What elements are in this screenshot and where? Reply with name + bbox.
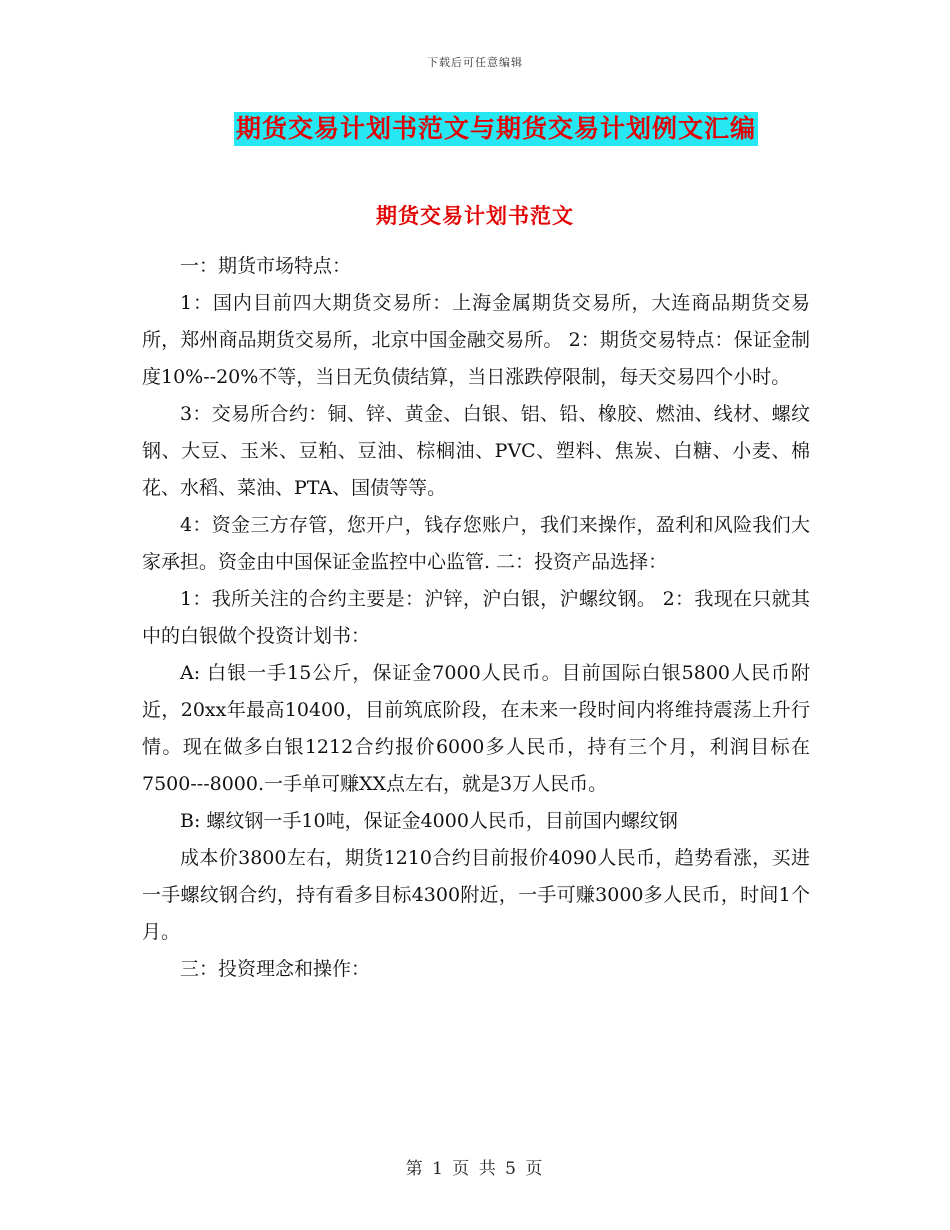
paragraph-3: 3：交易所合约：铜、锌、黄金、白银、铝、铅、橡胶、燃油、线材、螺纹钢、大豆、玉米、豆粕、豆油、棕榈油、PVC、塑料、焦炭、白糖、小麦、棉花、水稻、菜油、PTA、国债等等。 xyxy=(142,403,810,499)
document-title: 期货交易计划书范文与期货交易计划例文汇编 xyxy=(234,112,758,146)
paragraph-4: 4：资金三方存管，您开户，钱存您账户，我们来操作，盈利和风险我们大家承担。资金由中国保证金监控中心监管. 二：投资产品选择： xyxy=(142,514,810,573)
document-title-wrapper xyxy=(0,112,950,146)
page-number-footer: 第 1 页 共 5 页 xyxy=(405,1159,545,1179)
paragraph-6: A: 白银一手15公斤，保证金7000人民币。目前国际白银5800人民币附近，20xx年最高10400，目前筑底阶段，在未来一段时间内将维持震荡上升行情。现在做多白银1212合约报价6000多人民币，持有三个月，利润目标在7500---8000.一手单可赚XX点左右，就是3万人民币。 xyxy=(142,662,810,795)
paragraph-5: 1：我所关注的合约主要是：沪锌，沪白银，沪螺纹钢。 2：我现在只就其中的白银做个投资计划书： xyxy=(142,588,810,647)
document-body xyxy=(142,248,810,988)
section-title: 期货交易计划书范文 xyxy=(376,204,574,228)
paragraph-9: 三：投资理念和操作： xyxy=(180,958,371,980)
paragraph-2: 1：国内目前四大期货交易所：上海金属期货交易所，大连商品期货交易所，郑州商品期货交易所，北京中国金融交易所。 2：期货交易特点：保证金制度10%--20%不等，当日无负债结算，当日涨跌停限制，每天交易四个小时。 xyxy=(142,292,810,388)
paragraph-1: 一：期货市场特点： xyxy=(180,255,352,277)
paragraph-7: B: 螺纹钢一手10吨，保证金4000人民币，目前国内螺纹钢 xyxy=(180,810,678,832)
paragraph-8: 成本价3800左右，期货1210合约目前报价4090人民币，趋势看涨，买进一手螺纹钢合约，持有看多目标4300附近，一手可赚3000多人民币，时间1个月。 xyxy=(142,847,810,943)
header-note: 下载后可任意编辑 xyxy=(427,56,523,69)
